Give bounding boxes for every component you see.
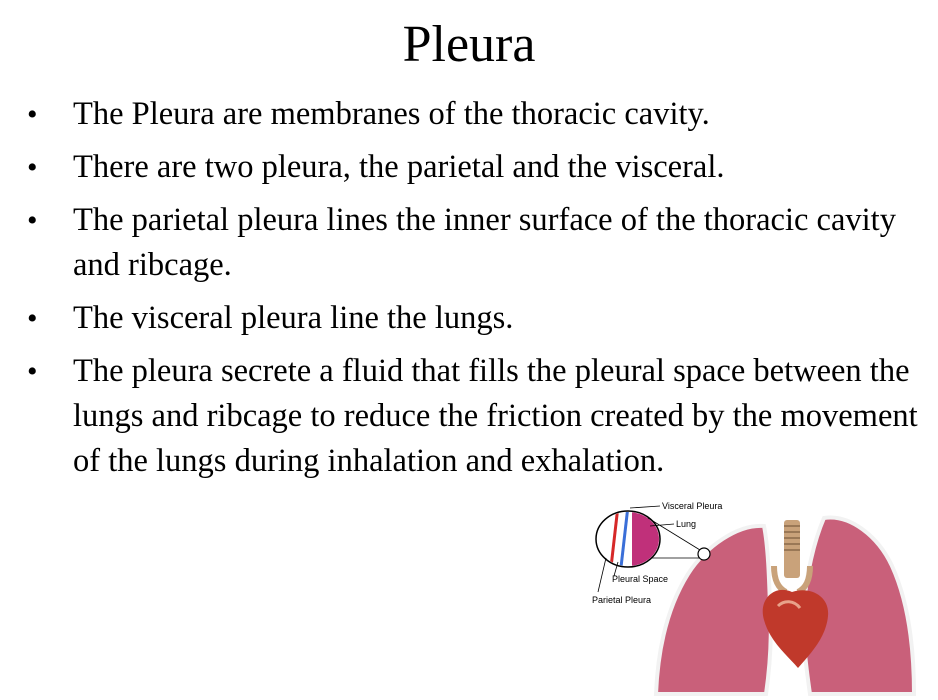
label-leader — [630, 506, 660, 508]
bullet-item — [0, 296, 938, 341]
bullet-item — [0, 349, 938, 484]
label-pleural-space: Pleural Space — [612, 574, 669, 584]
lung-illustration — [588, 496, 918, 700]
bullet-marker: • — [27, 204, 38, 237]
bullet-text: The visceral pleura line the lungs. — [73, 300, 514, 336]
bullet-text: The Pleura are membranes of the thoracic cavity. — [73, 96, 710, 132]
lung-pleura-diagram — [588, 496, 918, 700]
bullet-marker: • — [27, 302, 38, 335]
label-leader — [598, 558, 606, 592]
slide-title: Pleura — [402, 16, 536, 73]
left-lung — [656, 526, 771, 694]
bullet-text: There are two pleura, the parietal and the visceral. — [73, 149, 725, 185]
bullet-marker: • — [27, 355, 38, 388]
label-lung: Lung — [676, 519, 697, 529]
bullet-marker: • — [27, 98, 38, 131]
bullet-list — [0, 92, 938, 492]
trachea — [784, 520, 800, 578]
bullet-text: The pleura secrete a fluid that fills the pleural space between the lungs and ribcage to reduce the friction created by the movement of the lungs during inhalation and exhalation. — [73, 353, 918, 479]
label-visceral-pleura: Visceral Pleura — [662, 501, 723, 511]
label-parietal-pleura: Parietal Pleura — [592, 595, 652, 605]
bullet-text: The parietal pleura lines the inner surface of the thoracic cavity and ribcage. — [73, 202, 896, 283]
bullet-item — [0, 92, 938, 137]
bullet-item — [0, 198, 938, 288]
bullet-item — [0, 145, 938, 190]
bullet-marker: • — [27, 151, 38, 184]
